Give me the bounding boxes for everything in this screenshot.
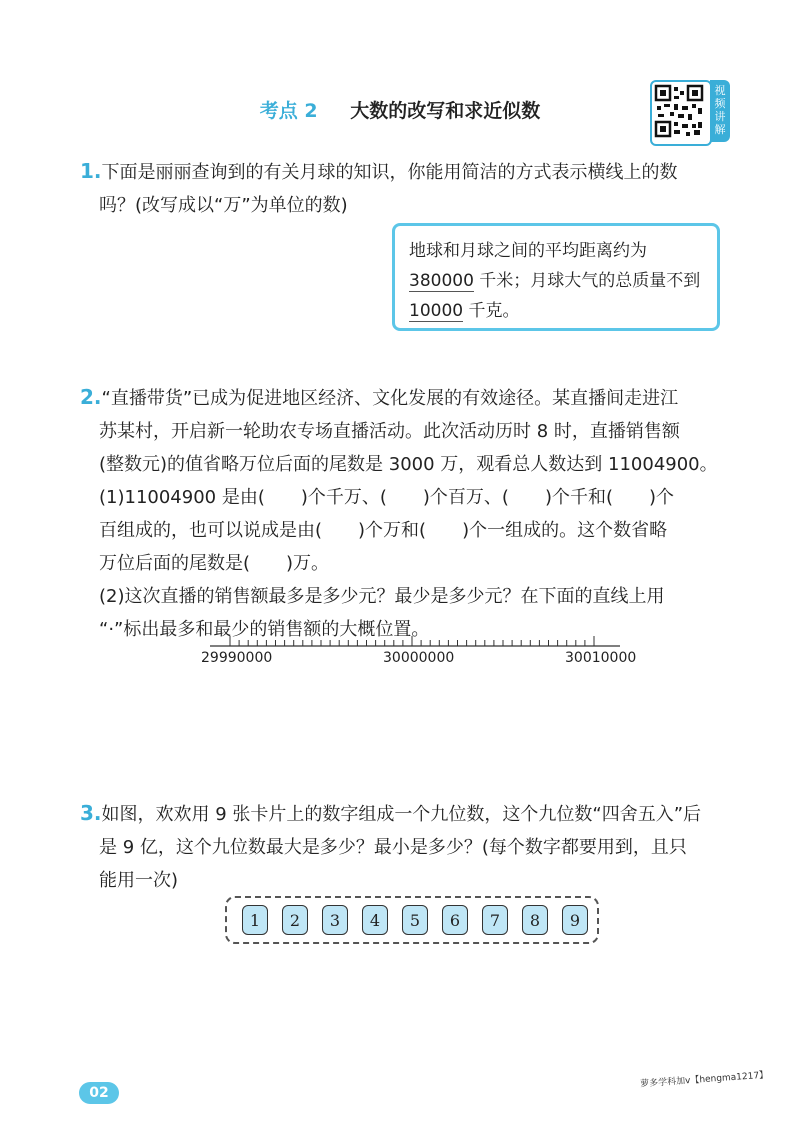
question-text: “直播带货”已成为促进地区经济、文化发展的有效途径。某直播间走进江 bbox=[101, 388, 679, 409]
sub-question-1-cont[interactable]: 万位后面的尾数是( )万。 bbox=[99, 553, 330, 574]
sub-question-2: (2)这次直播的销售额最多是多少元？最少是多少元？在下面的直线上用 bbox=[99, 586, 665, 607]
question-text: 苏某村，开启新一轮助农专场直播活动。此次活动历时 8 时，直播销售额 bbox=[99, 421, 680, 442]
question-number: 1. bbox=[80, 159, 102, 183]
question-text: (整数元)的值省略万位后面的尾数是 3000 万，观看总人数达到 11004900。 bbox=[99, 454, 718, 475]
number-line-label-right: 30010000 bbox=[565, 650, 637, 666]
digit-card[interactable]: 4 bbox=[362, 905, 388, 935]
question-3 bbox=[80, 797, 760, 897]
sub-question-1-cont[interactable]: 百组成的，也可以说成是由( )个万和( )个一组成的。这个数省略 bbox=[99, 520, 668, 541]
question-number: 3. bbox=[80, 801, 102, 825]
underlined-number[interactable]: 380000 bbox=[409, 271, 474, 291]
digit-card[interactable]: 9 bbox=[562, 905, 588, 935]
sub-question-1[interactable]: (1)11004900 是由( )个千万、( )个百万、( )个千和( )个 bbox=[99, 487, 675, 508]
digit-card[interactable]: 5 bbox=[402, 905, 428, 935]
fact-line: 地球和月球之间的平均距离约为 bbox=[409, 241, 647, 261]
question-2 bbox=[80, 381, 760, 646]
question-text: 吗？(改写成以“万”为单位的数) bbox=[99, 195, 348, 216]
section-title: 大数的改写和求近似数 bbox=[350, 100, 541, 122]
qr-pattern bbox=[652, 82, 706, 140]
digit-card[interactable]: 1 bbox=[242, 905, 268, 935]
digit-card[interactable]: 3 bbox=[322, 905, 348, 935]
question-text: 是 9 亿，这个九位数最大是多少？最小是多少？(每个数字都要用到，且只 bbox=[99, 837, 687, 858]
number-line-label-left: 29990000 bbox=[201, 650, 273, 666]
question-text: 如图，欢欢用 9 张卡片上的数字组成一个九位数，这个九位数“四舍五入”后 bbox=[101, 804, 702, 825]
page-number: 02 bbox=[79, 1082, 119, 1104]
qr-code-icon[interactable] bbox=[650, 80, 712, 146]
underlined-number[interactable]: 10000 bbox=[409, 301, 464, 321]
question-1 bbox=[80, 155, 740, 222]
fact-line bbox=[409, 296, 703, 326]
digit-card[interactable]: 2 bbox=[282, 905, 308, 935]
digit-cards-group bbox=[225, 896, 599, 944]
moon-fact-box bbox=[392, 223, 720, 331]
number-line-label-mid: 30000000 bbox=[383, 650, 455, 666]
fact-text: 千米；月球大气的总质量不到 bbox=[473, 271, 701, 291]
digit-card[interactable]: 7 bbox=[482, 905, 508, 935]
question-number: 2. bbox=[80, 385, 102, 409]
section-code: 考点 2 bbox=[259, 100, 318, 122]
qr-video-label: 视频讲解 bbox=[710, 80, 730, 142]
digit-card[interactable]: 8 bbox=[522, 905, 548, 935]
fact-line bbox=[409, 266, 703, 296]
sub-question-2-cont: “·”标出最多和最少的销售额的大概位置。 bbox=[99, 619, 430, 640]
question-text: 下面是丽丽查询到的有关月球的知识，你能用简洁的方式表示横线上的数 bbox=[101, 162, 678, 183]
footer-note: 萝多学科加v【hengma1217】 bbox=[639, 1070, 769, 1090]
digit-card[interactable]: 6 bbox=[442, 905, 468, 935]
question-text: 能用一次) bbox=[99, 870, 179, 891]
fact-text: 千克。 bbox=[463, 301, 520, 321]
